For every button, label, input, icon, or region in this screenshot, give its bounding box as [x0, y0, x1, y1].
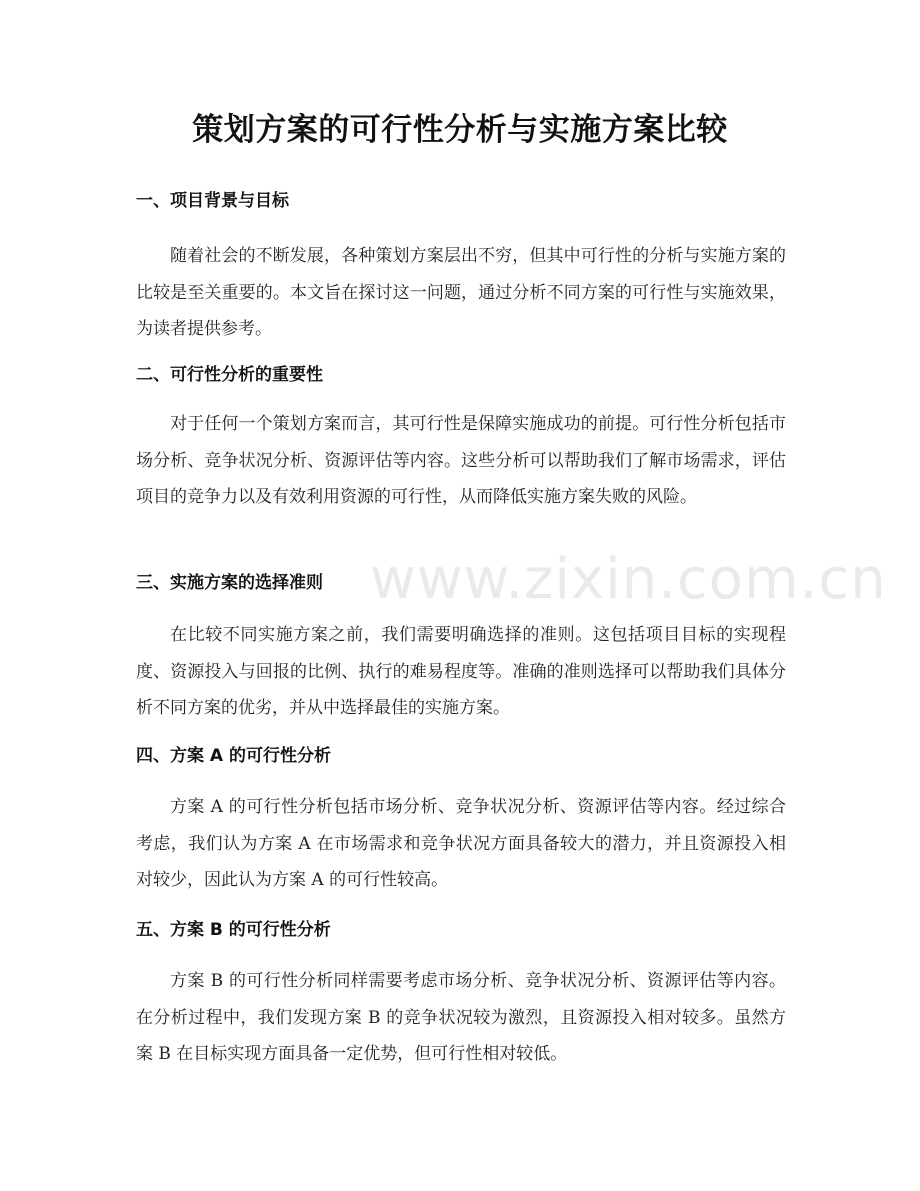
section-heading-criteria: 三、实施方案的选择准则 — [136, 573, 323, 593]
section-body-background: 随着社会的不断发展，各种策划方案层出不穷，但其中可行性的分析与实施方案的比较是至关重要的。本文旨在探讨这一问题，通过分析不同方案的可行性与实施效果，为读者提供参考。 — [136, 246, 786, 339]
section-heading-importance: 二、可行性分析的重要性 — [136, 365, 323, 385]
watermark: www.zixin.com.cn — [370, 547, 887, 612]
document-title: 策划方案的可行性分析与实施方案比较 — [192, 112, 728, 148]
section-body-plan-b: 方案 B 的可行性分析同样需要考虑市场分析、竞争状况分析、资源评估等内容。在分析过程中，我们发现方案 B 的竞争状况较为激烈，且资源投入相对较多。虽然方案 B 在目标实现方面具备一定优势，但可行性相对较低。 — [136, 971, 786, 1064]
section-heading-plan-b: 五、方案 B 的可行性分析 — [136, 920, 331, 940]
section-body-plan-a: 方案 A 的可行性分析包括市场分析、竞争状况分析、资源评估等内容。经过综合考虑，我们认为方案 A 在市场需求和竞争状况方面具备较大的潜力，并且资源投入相对较少，因此认为方案 A 的可行性较高。 — [136, 797, 786, 890]
section-body-criteria: 在比较不同实施方案之前，我们需要明确选择的准则。这包括项目目标的实现程度、资源投入与回报的比例、执行的难易程度等。准确的准则选择可以帮助我们具体分析不同方案的优劣，并从中选择最佳的实施方案。 — [136, 625, 786, 718]
section-body-importance: 对于任何一个策划方案而言，其可行性是保障实施成功的前提。可行性分析包括市场分析、竞争状况分析、资源评估等内容。这些分析可以帮助我们了解市场需求，评估项目的竞争力以及有效利用资源的可行性，从而降低实施方案失败的风险。 — [136, 414, 786, 507]
section-heading-plan-a: 四、方案 A 的可行性分析 — [136, 746, 331, 766]
section-heading-background: 一、项目背景与目标 — [136, 191, 289, 211]
